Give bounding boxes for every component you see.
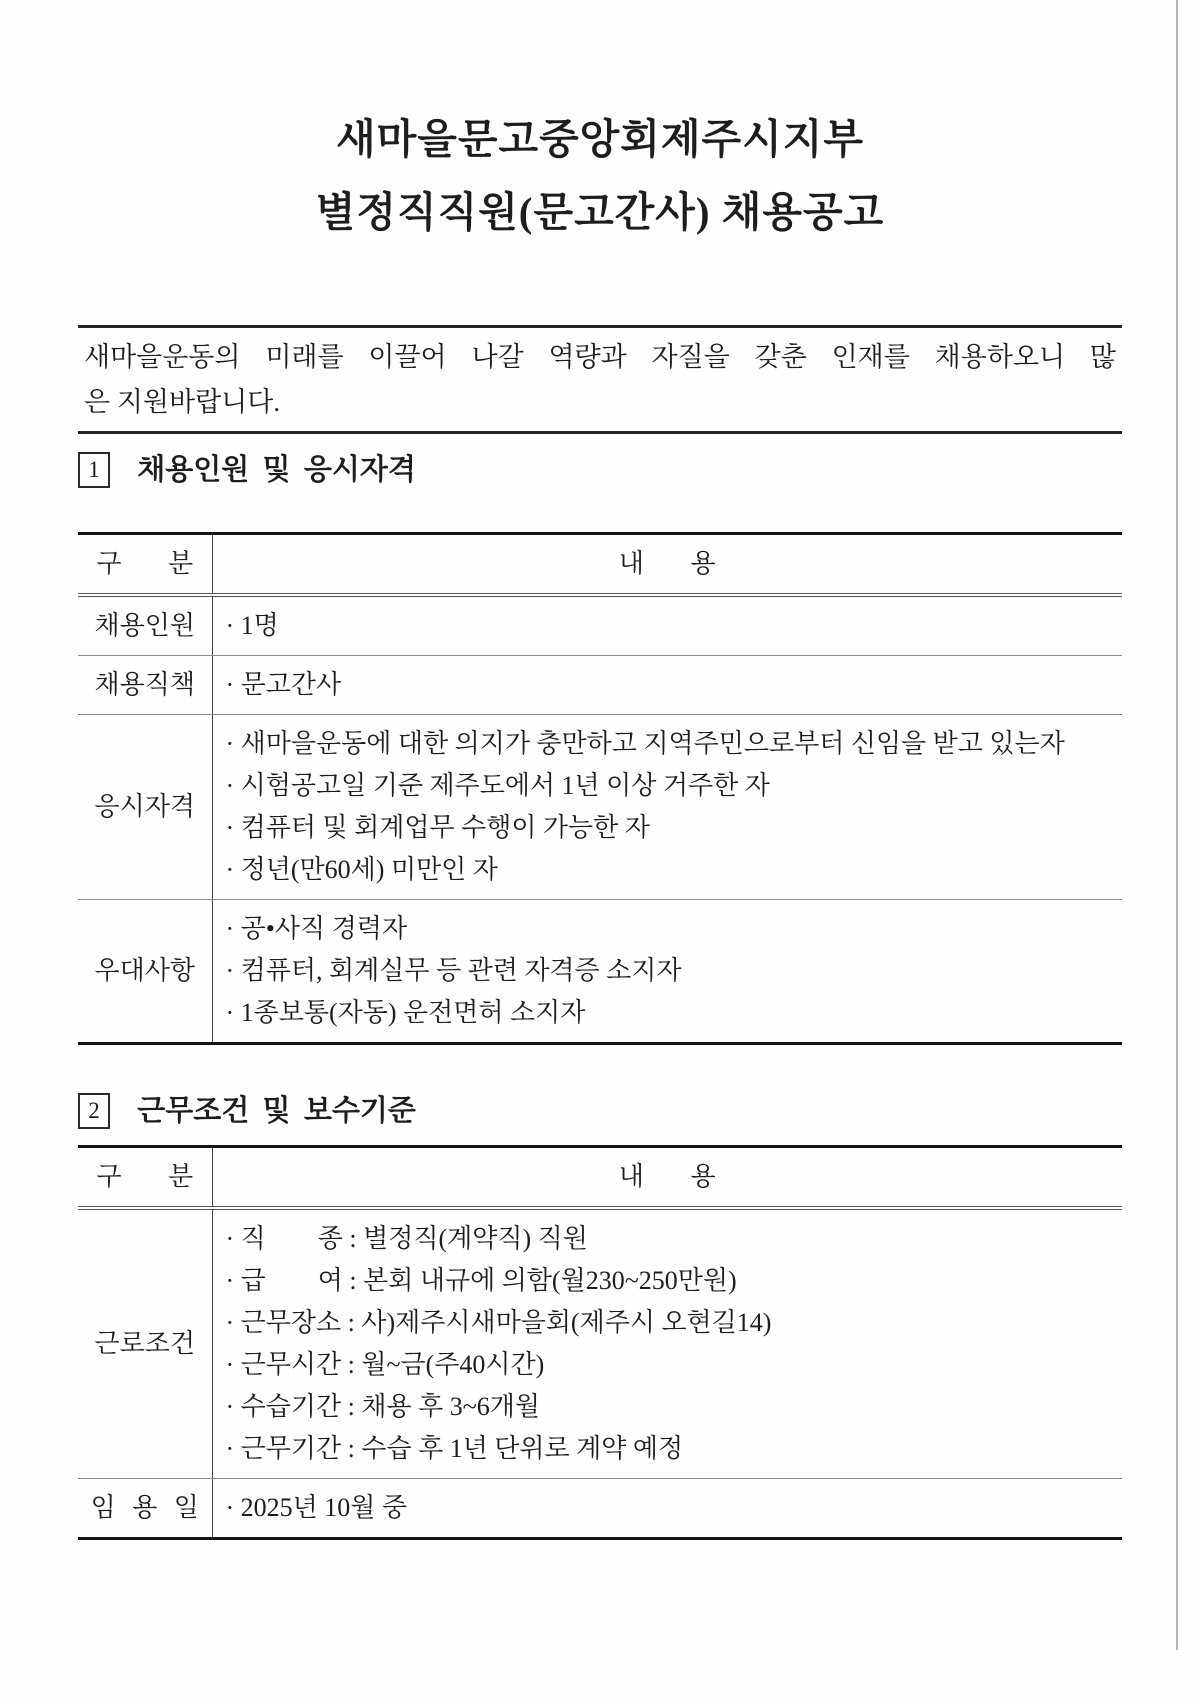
table-header-row xyxy=(78,534,1122,596)
table-row xyxy=(78,1208,1122,1479)
row-content xyxy=(212,656,1122,715)
content-line: · 시험공고일 기준 제주도에서 1년 이상 거주한 자 xyxy=(225,771,770,800)
table-row xyxy=(78,1479,1122,1539)
content-line: · 수습기간 : 채용 후 3~6개월 xyxy=(225,1392,540,1421)
table-header-row xyxy=(78,1147,1122,1209)
intro-text-line1: 새마을운동의 미래를 이끌어 나갈 역량과 자질을 갖춘 인재를 채용하오니 많 xyxy=(84,342,1116,372)
content-line: · 근무장소 : 사)제주시새마을회(제주시 오현길14) xyxy=(225,1308,772,1337)
content-line: · 근무시간 : 월~금(주40시간) xyxy=(225,1350,545,1379)
section-2-number-box: 2 xyxy=(78,1093,110,1129)
intro-notice-box xyxy=(78,325,1122,434)
row-label: 응시자격 xyxy=(78,715,212,900)
document-content xyxy=(78,0,1122,1540)
table-row xyxy=(78,595,1122,656)
header-cell-content: 내 용 xyxy=(212,1147,1122,1209)
content-line: · 컴퓨터, 회계실무 등 관련 자격증 소지자 xyxy=(225,956,682,985)
section-1-heading-text: 채용인원 및 응시자격 xyxy=(137,454,416,486)
row-label: 근로조건 xyxy=(78,1208,212,1479)
content-line: · 문고간사 xyxy=(225,670,342,699)
row-label: 채용인원 xyxy=(78,595,212,656)
intro-text-line2: 은 지원바랍니다. xyxy=(84,387,281,417)
row-content xyxy=(212,1208,1122,1479)
header-cell-category: 구 분 xyxy=(78,1147,212,1209)
section-2-heading-text: 근무조건 및 보수기준 xyxy=(137,1095,416,1127)
row-label: 채용직책 xyxy=(78,656,212,715)
section-1-heading xyxy=(78,452,1122,488)
row-label: 우대사항 xyxy=(78,900,212,1044)
header-cell-content: 내 용 xyxy=(212,534,1122,596)
content-line: · 정년(만60세) 미만인 자 xyxy=(225,855,498,884)
table-row xyxy=(78,715,1122,900)
content-line: · 컴퓨터 및 회계업무 수행이 가능한 자 xyxy=(225,813,650,842)
document-title-line1: 새마을문고중앙회제주시지부 xyxy=(336,116,864,162)
scan-edge-artifact-line xyxy=(1176,0,1178,1650)
content-line: · 1종보통(자동) 운전면허 소지자 xyxy=(225,998,586,1027)
content-line: · 급 여 : 본회 내규에 의함(월230~250만원) xyxy=(225,1266,737,1295)
header-cell-category: 구 분 xyxy=(78,534,212,596)
row-label: 임 용 일 xyxy=(78,1479,212,1539)
table-row xyxy=(78,900,1122,1044)
section-1-number-box: 1 xyxy=(78,452,110,488)
working-conditions-table xyxy=(78,1145,1122,1540)
content-line: · 직 종 : 별정직(계약직) 직원 xyxy=(225,1224,588,1253)
row-content xyxy=(212,595,1122,656)
row-content xyxy=(212,715,1122,900)
row-content xyxy=(212,1479,1122,1539)
section-2-heading xyxy=(78,1093,1122,1129)
row-content xyxy=(212,900,1122,1044)
document-title-line2: 별정직직원(문고간사) 채용공고 xyxy=(315,189,885,235)
content-line: · 근무기간 : 수습 후 1년 단위로 계약 예정 xyxy=(225,1434,684,1463)
recruitment-qualification-table xyxy=(78,532,1122,1045)
content-line: · 2025년 10월 중 xyxy=(225,1493,408,1522)
content-line: · 새마을운동에 대한 의지가 충만하고 지역주민으로부터 신임을 받고 있는자 xyxy=(225,729,1065,758)
table-row xyxy=(78,656,1122,715)
content-line: · 1명 xyxy=(225,611,279,640)
content-line: · 공•사직 경력자 xyxy=(225,914,407,943)
